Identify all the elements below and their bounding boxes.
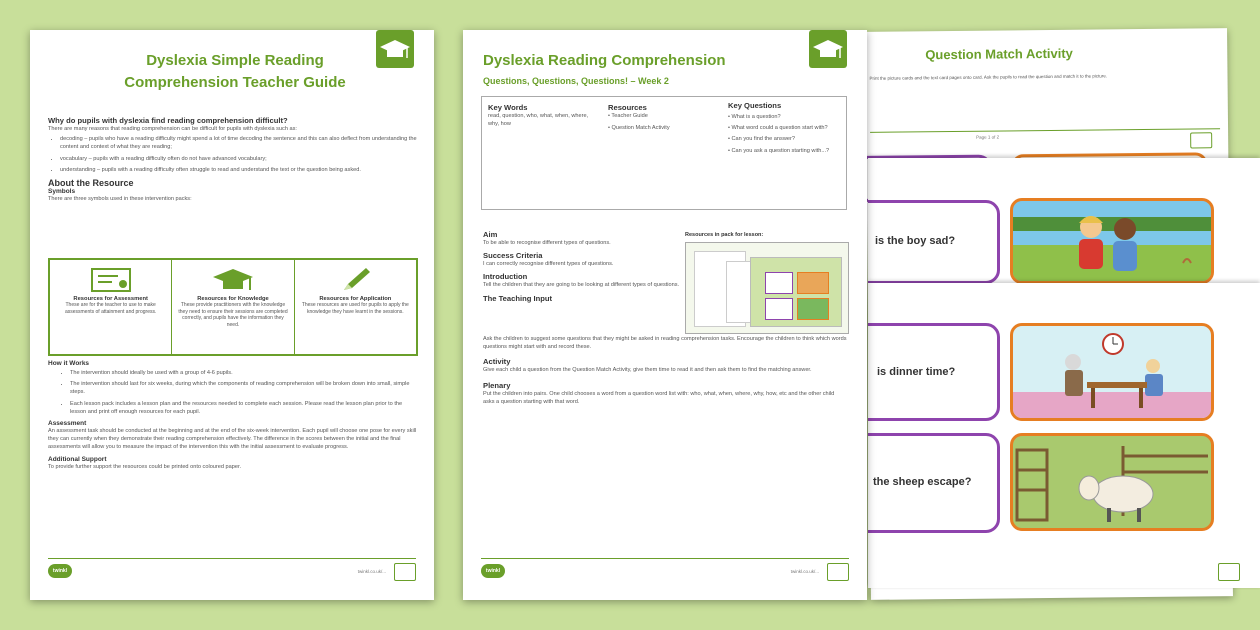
resource-item: • Teacher Guide (608, 113, 648, 119)
key-questions-heading: Key Questions (728, 101, 782, 110)
question-cards-sheet-2 (868, 283, 1260, 588)
intro-heading: Introduction (483, 272, 528, 282)
intro-text: Tell the children that they are going to be looking at different types of questions. (483, 282, 680, 289)
plenary-heading: Plenary (483, 380, 511, 390)
assessment-text: An assessment task should be conducted at the beginning and at the end of the six-week intervention. Each pupil will choose one pose for every skill they can currently when they demonstrate their reading comprehension effectively. The difference in the scores between the initial and the final assessments will allow you to measure the impact of the intervention this with the initial assessment to evaluate progress. (48, 428, 417, 451)
lesson-plan-page (463, 30, 867, 600)
guide-title: Dyslexia Simple Reading Comprehension Teacher Guide (124, 52, 346, 91)
pencil-icon (332, 266, 378, 294)
guide-footer (48, 558, 416, 583)
symbol-title: Resources for Knowledge (197, 296, 269, 302)
page-label: Page 1 of 2 (976, 134, 1000, 140)
teaching-text: Ask the children to suggest some questions that they might be asked in reading comprehension tasks. Encourage the children to think which words questions might start with and record these. (483, 336, 847, 351)
intro-text: There are many reasons that reading comprehension can be difficult for pupils with dyslexia such as: (48, 126, 297, 132)
mini-logo (394, 563, 416, 581)
graduation-cap-icon (210, 266, 256, 294)
symbol-desc: These are for the teacher to use to make assessments of attainment and progress. (64, 302, 157, 315)
key-words-heading: Key Words (488, 103, 528, 112)
symbol-cell-assessment (50, 260, 172, 354)
question-text-3: the sheep escape? (873, 476, 972, 488)
key-question: • What is a question? (728, 114, 781, 120)
twinkl-logo: twinkl (481, 564, 505, 578)
teacher-guide-page (30, 30, 434, 600)
list-item: • The intervention should last for six weeks, during which the components of reading comprehension will be broken down into small, simple steps. (70, 380, 418, 396)
how-heading: How it Works (48, 360, 90, 367)
list-item: • understanding – pupils with a reading difficulty often struggle to read and understand the text or the question being asked. (60, 166, 418, 174)
aim-text: To be able to recognise different types of questions. (483, 240, 611, 246)
reasons-list (48, 135, 418, 174)
twinkl-logo: twinkl (48, 564, 72, 578)
question-card-3[interactable] (868, 433, 1000, 533)
mini-logo (1190, 132, 1212, 148)
picture-card-dinner-time[interactable] (1010, 323, 1214, 421)
dinner-illustration (1013, 326, 1211, 418)
key-words: read, question, who, what, when, where, why, how (488, 113, 589, 128)
mini-logo (827, 563, 849, 581)
lesson-subtitle: Questions, Questions, Questions! – Week 2 (483, 76, 669, 86)
resources-pack-heading: Resources in pack for lesson: (685, 232, 764, 238)
list-item: • vocabulary – pupils with a reading difficulty often do not have advanced vocabulary; (60, 155, 418, 163)
symbol-cell-knowledge (172, 260, 294, 354)
activity-heading: Activity (483, 357, 511, 367)
symbols-table (48, 258, 418, 356)
resource-item: • Question Match Activity (608, 125, 670, 132)
symbol-desc: These provide practitioners with the knowledge they need to ensure their sessions are completed correctly, and pupils have the information they need. (178, 302, 288, 328)
knowledge-badge (376, 30, 414, 68)
lesson-title: Dyslexia Reading Comprehension (483, 52, 726, 69)
assessment-heading: Assessment (48, 420, 87, 428)
footer-url: twinkl.co.uk/... (790, 569, 819, 574)
list-item: • decoding – pupils who have a reading difficulty might spend a lot of time decoding the sentence and this can also deflect from understanding the content and context of what they are reading; (60, 135, 418, 151)
certificate-icon (88, 266, 134, 294)
children-illustration (1013, 201, 1211, 281)
activity-text: Give each child a question from the Question Match Activity, give them time to read it and then ask them to find the matching answer. (483, 367, 812, 374)
success-heading: Success Criteria (483, 251, 543, 261)
picture-card-sheep[interactable] (1010, 433, 1214, 531)
question-text-1: is the boy sad? (875, 235, 956, 247)
support-text: To provide further support the resources could be printed onto coloured paper. (48, 463, 242, 470)
key-info-box (481, 96, 847, 210)
symbol-title: Resources for Application (319, 296, 392, 302)
mini-logo-cards (1218, 563, 1240, 581)
list-item: • Each lesson pack includes a lesson plan and the resources needed to complete each session. Please read the lesson plan prior to the lesson and print off enough resources for each pupil. (70, 400, 418, 416)
picture-card-boy-sad[interactable] (1010, 198, 1214, 284)
symbol-cell-application (295, 260, 416, 354)
symbols-heading: Symbols (48, 188, 76, 196)
list-item: • The intervention should ideally be used with a group of 4-6 pupils. (70, 369, 418, 377)
question-card-1[interactable] (868, 200, 1000, 284)
aim-heading: Aim (483, 230, 498, 239)
key-question: • What word could a question start with? (728, 125, 828, 132)
why-heading: Why do pupils with dyslexia find reading comprehension difficult? (48, 116, 288, 125)
teaching-heading: The Teaching Input (483, 293, 553, 303)
success-text: I can correctly recognise different types of questions. (483, 261, 614, 268)
plenary-text: Put the children into pairs. One child chooses a word from a question word list with: who, what, when, where, why, how, etc and the other child asks a question starting with that word. (483, 390, 835, 405)
question-card-2[interactable] (868, 323, 1000, 421)
knowledge-badge (809, 30, 847, 68)
symbol-title: Resources for Assessment (73, 296, 148, 302)
support-heading: Additional Support (48, 455, 107, 463)
sheep-illustration (1013, 436, 1211, 528)
activity-instructions: Print the picture cards and the text card pages onto card. Ask the pupils to read the question and match it to the picture. (869, 73, 1108, 81)
symbols-intro: There are three symbols used in these intervention packs: (48, 196, 192, 203)
cards-footer (986, 559, 1240, 583)
resources-thumbnail (685, 242, 849, 334)
resources-heading: Resources (608, 103, 647, 112)
symbol-desc: These resources are used for pupils to apply the knowledge they have learnt in the sessions. (301, 302, 409, 315)
activity-title: Question Match Activity (925, 45, 1073, 63)
key-question: • Can you ask a question starting with...? (728, 147, 830, 154)
lesson-footer (481, 558, 849, 583)
footer-url: twinkl.co.uk/... (357, 569, 386, 574)
question-text-2: is dinner time? (877, 366, 956, 378)
how-list (48, 369, 418, 416)
key-question: • Can you find the answer? (728, 136, 795, 143)
about-heading: About the Resource (48, 178, 134, 189)
